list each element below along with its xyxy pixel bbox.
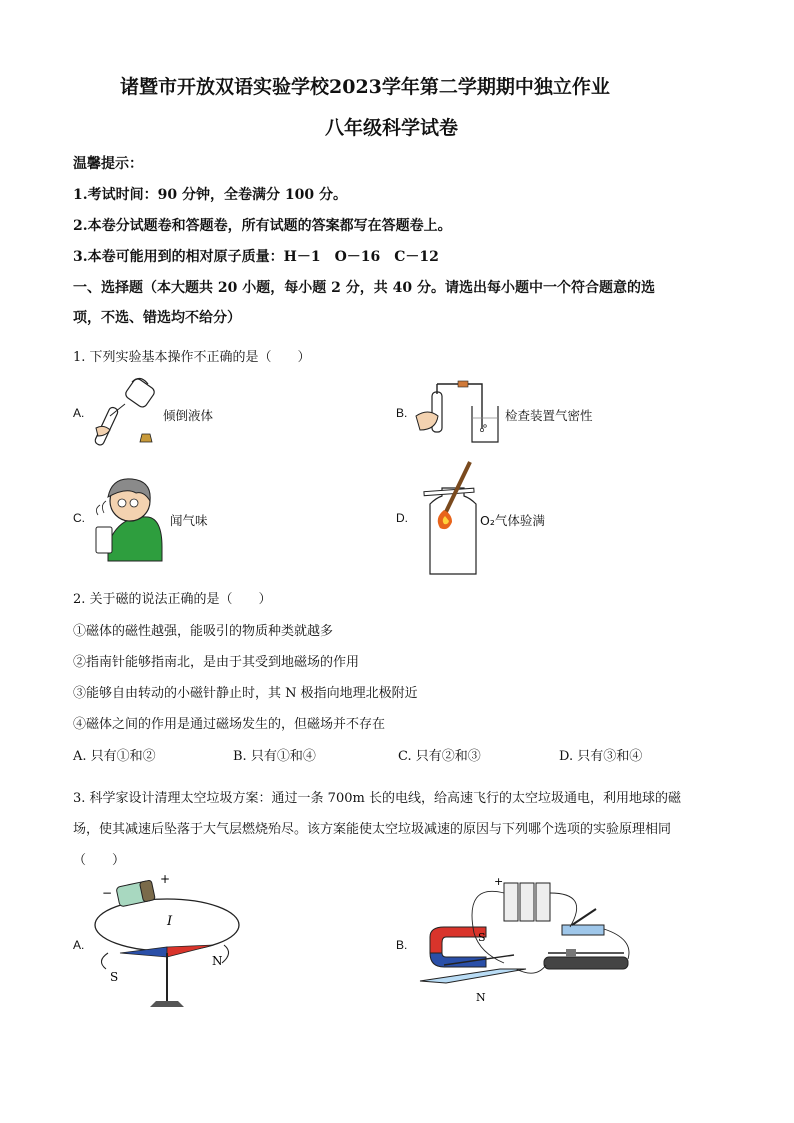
q1-option-c-caption: 闻气味 [170, 513, 208, 528]
current-label: I [167, 914, 173, 929]
q2-stem: 2. 关于磁的说法正确的是（ ） [73, 592, 272, 607]
notice-item-1: 1.考试时间：90 分钟，全卷满分 100 分。 [73, 187, 347, 203]
needle-south-label: S [110, 970, 119, 984]
q1-option-c-letter[interactable]: C. [73, 511, 85, 525]
q2-option-c[interactable]: C. 只有②和③ [398, 749, 481, 764]
q2-statement-3: ③能够自由转动的小磁针静止时，其 N 极指向地理北极附近 [73, 686, 418, 701]
page-subtitle: 八年级科学试卷 [325, 117, 459, 139]
q2-statement-2: ②指南针能够指南北，是由于其受到地磁场的作用 [73, 655, 360, 670]
q2-option-b[interactable]: B. 只有①和④ [233, 749, 316, 764]
q1-option-b-letter[interactable]: B. [396, 406, 408, 420]
q3-option-a-letter[interactable]: A. [73, 938, 85, 952]
q1-option-a-letter[interactable]: A. [73, 406, 85, 420]
battery-plus-label: + [160, 872, 171, 886]
needle-north-label: N [212, 954, 223, 968]
q1-option-a-caption: 倾倒液体 [163, 408, 214, 423]
notice-item-3: 3.本卷可能用到的相对原子质量：H－1 O－16 C－12 [73, 249, 439, 265]
oersted-experiment-illustration [92, 873, 242, 1013]
q1-option-d-caption: O₂气体验满 [480, 513, 545, 528]
magnet-north-label: N [476, 991, 486, 1004]
airtightness-check-illustration [412, 378, 502, 448]
notice-heading: 温馨提示： [73, 156, 143, 172]
q2-option-a[interactable]: A. 只有①和② [73, 749, 156, 764]
battery-minus-label: − [102, 886, 113, 900]
section-heading-line2: 项，不选、错选均不给分） [73, 310, 241, 326]
q2-statement-4: ④磁体之间的作用是通过磁场发生的，但磁场并不存在 [73, 717, 386, 732]
section-heading-line1: 一、选择题（本大题共 20 小题，每小题 2 分，共 40 分。请选出每小题中一个符合题意的选 [73, 280, 655, 296]
q3-stem-line1: 3. 科学家设计清理太空垃圾方案：通过一条 700m 长的电线，给高速飞行的太空垃圾通电，利用地球的磁 [73, 791, 681, 806]
q3-option-b-letter[interactable]: B. [396, 938, 408, 952]
oxygen-test-illustration [418, 460, 488, 575]
battery-plus-label-b: + [494, 875, 504, 888]
q1-option-d-letter[interactable]: D. [396, 511, 408, 525]
page-title: 诸暨市开放双语实验学校2023学年第二学期期中独立作业 [120, 76, 610, 98]
q2-statement-1: ①磁体的磁性越强，能吸引的物质种类就越多 [73, 624, 334, 639]
pouring-liquid-illustration [92, 376, 172, 456]
q3-stem-line2: 场，使其减速后坠落于大气层燃烧殆尽。该方案能使太空垃圾减速的原因与下列哪个选项的实验原理相同 [73, 822, 672, 837]
q2-option-d[interactable]: D. 只有③和④ [559, 749, 643, 764]
motor-principle-illustration [416, 873, 646, 1003]
q1-option-b-caption: 检查装置气密性 [505, 408, 593, 423]
q3-stem-line3: （ ） [73, 853, 126, 868]
notice-item-2: 2.本卷分试题卷和答题卷，所有试题的答案都写在答题卷上。 [73, 218, 452, 234]
q1-stem: 1. 下列实验基本操作不正确的是（ ） [73, 350, 311, 365]
magnet-south-label: S [478, 931, 486, 944]
smelling-gas-illustration [94, 475, 164, 561]
